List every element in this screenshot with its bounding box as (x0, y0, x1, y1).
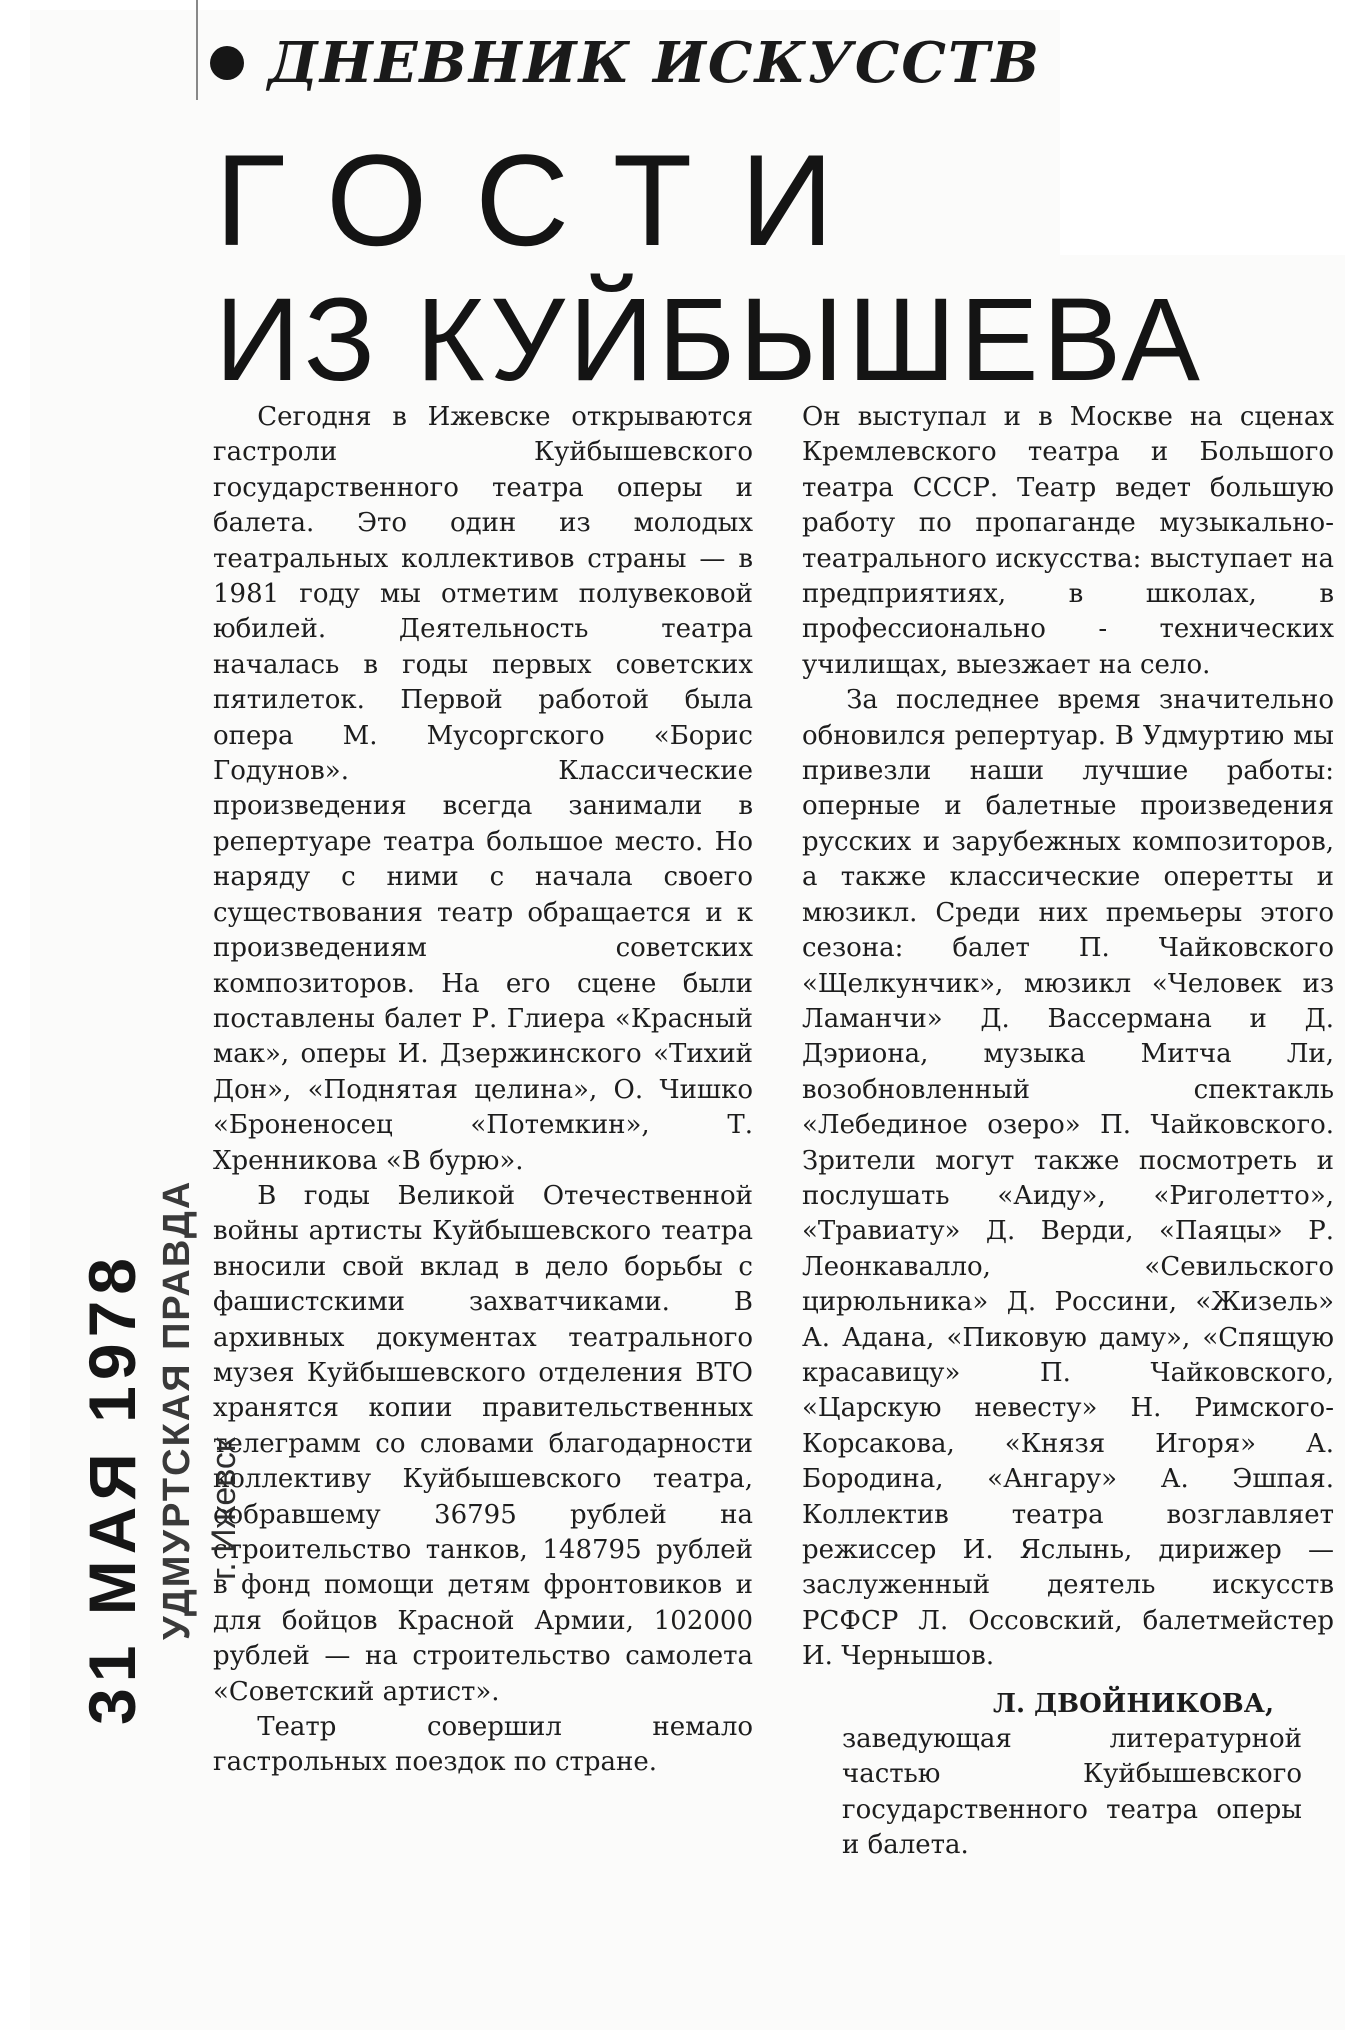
article-column-right (802, 400, 1334, 1864)
paragraph: Сегодня в Ижевске открываются гастроли Куйбышевского государственного театра оперы и балета. Это один из молодых театральных коллективов страны — в 1981 году мы отметим полувековой юбилей. Деятельность театра началась в годы первых советских пятилеток. Первой работой была опера М. Мусоргского «Борис Годунов». Классические произведения всегда занимали в репертуаре театра большое место. Но наряду с ними с начала своего существования театр обращается и к произведениям советских композиторов. На его сцене были поставлены балет Р. Глиера «Красный мак», оперы И. Дзержинского «Тихий Дон», «Поднятая целина», О. Чишко «Броненосец «Потемкин», Т. Хренникова «В бурю». (213, 402, 753, 1176)
newspaper-stamp (156, 1180, 244, 1640)
rubric-title: ДНЕВНИК ИСКУССТВ (268, 30, 1041, 96)
article-column-left (213, 400, 753, 1781)
rubric (210, 30, 1041, 96)
author-signature (802, 1687, 1334, 1864)
paragraph: За последнее время значительно обновился репертуар. В Удмуртию мы привезли наши лучшие работы: оперные и балетные произведения русских и зарубежных композиторов, а также классические оперетты и мюзикл. Среди них премьеры этого сезона: балет П. Чайковского «Щелкунчик», мюзикл «Человек из Ламанчи» Д. Вассермана и Д. Дэриона, музыка Митча Ли, возобновленный спектакль «Лебединое озеро» П. Чайковского. Зрители могут также посмотреть и послушать «Аиду», «Риголетто», «Травиату» Д. Верди, «Паяцы» Р. Леонкавалло, «Севильского цирюльника» Д. Россини, «Жизель» А. Адана, «Пиковую даму», «Спящую красавицу» П. Чайковского, «Царскую невесту» Н. Римского-Корсакова, «Князя Игоря» А. Бородина, «Ангару» А. Эшпая. Коллектив театра возглавляет режиссер И. Яслынь, дирижер — заслуженный деятель искусств РСФСР Л. Оссовский, балетмейстер И. Чернышов. (802, 685, 1334, 1672)
date-stamp: 31 МАЯ 1978 (75, 1252, 149, 1725)
bullet-icon (210, 46, 244, 80)
stamp-newspaper-name: УДМУРТСКАЯ ПРАВДА (156, 1179, 198, 1640)
article-headline (215, 127, 1204, 406)
paragraph: В годы Великой Отечественной войны артисты Куйбышевского театра вносили свой вклад в дело борьбы с фашистскими захватчиками. В архивных документах театрального музея Куйбышевского отделения ВТО хранятся копии правительственных телеграмм со словами благодарности коллективу Куйбышевского театра, собравшему 36795 рублей на строительство танков, 148795 рублей в фонд помощи детям фронтовиков и для бойцов Красной Армии, 102000 рублей — на строительство самолета «Советский артист». (213, 1180, 753, 1707)
headline-line-1: ГОСТИ (215, 127, 882, 273)
paragraph: Театр совершил немало гастрольных поездок по стране. (213, 1712, 753, 1778)
clipping-edge-line (196, 0, 198, 100)
author-title: заведующая литературной частью Куйбышевского государственного театра оперы и балета. (842, 1724, 1302, 1861)
headline-line-2: ИЗ КУЙБЫШЕВА (215, 274, 1204, 406)
author-name: Л. ДВОЙНИКОВА, (992, 1688, 1274, 1719)
stamp-city: г. Ижевск (205, 1437, 243, 1580)
paragraph: Он выступал и в Москве на сценах Кремлевского театра и Большого театра СССР. Театр ведет большую работу по пропаганде музыкально-театрального искусства: выступает на предприятиях, в школах, в профессионально - технических училищах, выезжает на село. (802, 402, 1334, 680)
